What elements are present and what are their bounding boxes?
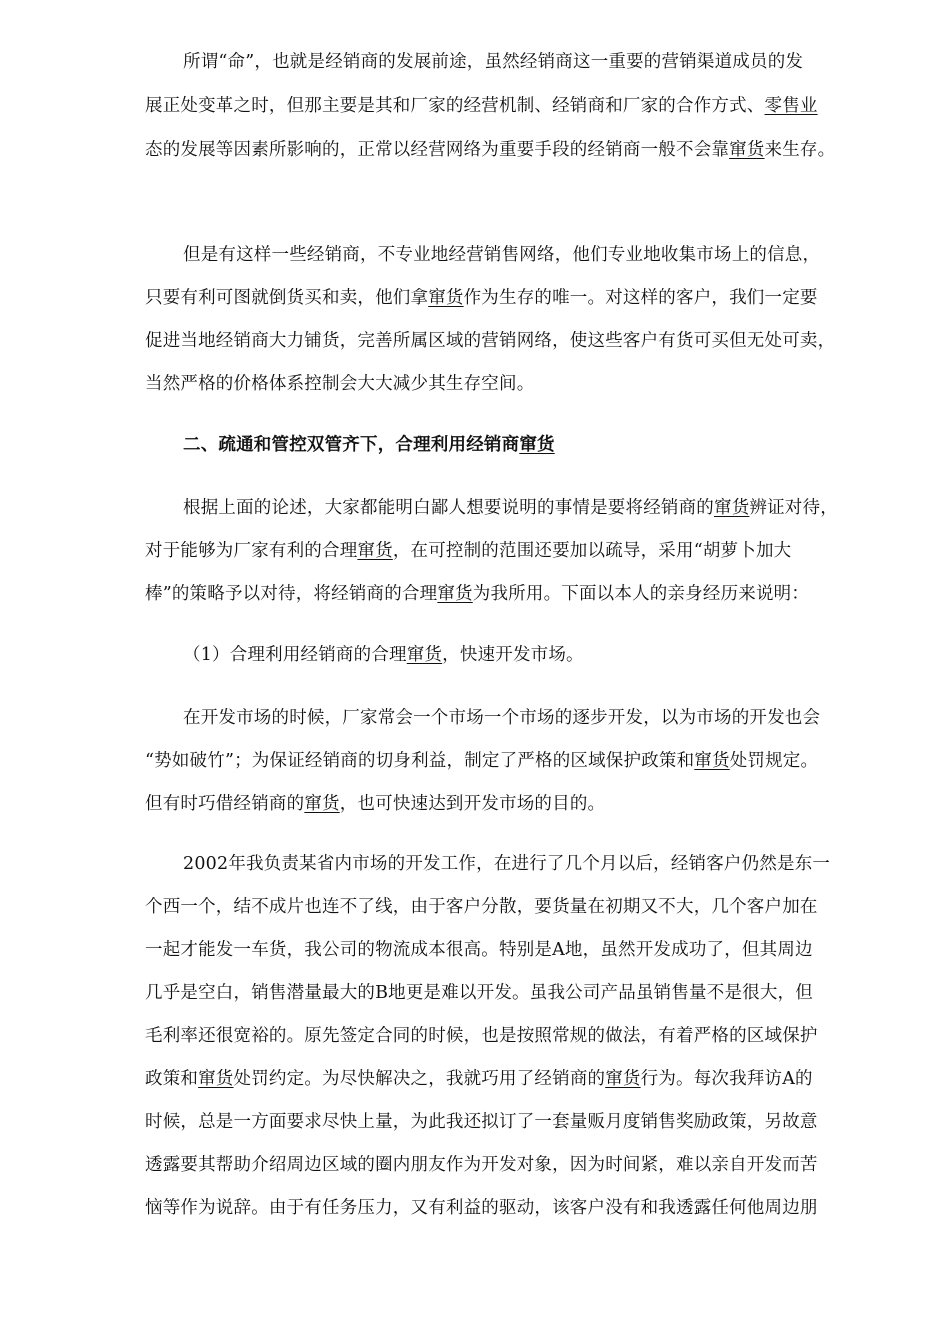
heading-text: 二、疏通和管控双管齐下，合理利用经销商 — [183, 435, 520, 455]
paragraph-line — [183, 701, 883, 735]
text-run: 态的发展等因素所影响的，正常以经营网络为重要手段的经销商一般不会靠 — [145, 140, 730, 160]
text-run: 时候，总是一方面要求尽快上量，为此我还拟订了一套量贩月度销售奖励政策，另故意 — [145, 1112, 818, 1132]
text-run: 只要有利可图就倒货买和卖，他们拿 — [145, 288, 429, 308]
text-run: 恼等作为说辞。由于有任务压力，又有利益的驱动，该客户没有和我透露任何他周边朋 — [145, 1198, 818, 1218]
paragraph-line — [145, 133, 885, 167]
text-run: （1）合理利用经销商的合理 — [183, 645, 407, 665]
hyperlink-term[interactable]: 窜货 — [714, 498, 750, 518]
text-run: “势如破竹”；为保证经销商的切身利益，制定了严格的区域保护政策和 — [145, 751, 695, 771]
text-run: 在开发市场的时候，厂家常会一个市场一个市场的逐步开发，以为市场的开发也会 — [183, 708, 821, 728]
paragraph-line — [183, 45, 883, 79]
text-run: 个西一个，结不成片也连不了线，由于客户分散，要货量在初期又不大，几个客户加在 — [145, 897, 818, 917]
paragraph-line — [183, 238, 883, 272]
text-run: 辨证对待， — [749, 498, 838, 518]
paragraph-line — [183, 491, 883, 525]
paragraph-line — [145, 744, 885, 778]
text-run: 展正处变革之时，但那主要是其和厂家的经营机制、经销商和厂家的合作方式、 — [145, 96, 765, 116]
paragraph-line — [145, 577, 885, 611]
section-heading — [183, 428, 883, 462]
text-run: 一起才能发一车货，我公司的物流成本很高。特别是A地，虽然开发成功了，但其周边 — [145, 940, 813, 960]
text-run: 对于能够为厂家有利的合理 — [145, 541, 358, 561]
paragraph-line — [145, 890, 885, 924]
text-run: 处罚规定。 — [729, 751, 819, 771]
paragraph-line — [145, 787, 885, 821]
text-run: 促进当地经销商大力铺货，完善所属区域的营销网络，使这些客户有货可买但无处可卖， — [145, 331, 836, 351]
text-run: 处罚约定。为尽快解决之，我就巧用了经销商的 — [233, 1069, 606, 1089]
hyperlink-term[interactable]: 窜货 — [694, 751, 730, 771]
hyperlink-term[interactable]: 窜货 — [519, 435, 555, 455]
text-run: ，也可快速达到开发市场的目的。 — [339, 794, 606, 814]
text-run: ，在可控制的范围还要加以疏导，采用“胡萝卜加大 — [392, 541, 792, 561]
hyperlink-term[interactable]: 窜货 — [357, 541, 393, 561]
hyperlink-term[interactable]: 窜货 — [729, 140, 765, 160]
hyperlink-term[interactable]: 窜货 — [406, 645, 443, 665]
text-run: ，快速开发市场。 — [442, 645, 584, 665]
hyperlink-term[interactable]: 窜货 — [605, 1069, 641, 1089]
paragraph-line — [145, 1019, 885, 1053]
text-run: 行为。每次我拜访A的 — [640, 1069, 813, 1089]
hyperlink-term[interactable]: 窜货 — [428, 288, 464, 308]
subheading-line — [183, 638, 883, 672]
paragraph-line — [145, 89, 885, 123]
hyperlink-term[interactable]: 零售业 — [764, 96, 818, 116]
text-run: 所谓“命”，也就是经销商的发展前途，虽然经销商这一重要的营销渠道成员的发 — [183, 52, 804, 72]
text-run: 但是有这样一些经销商，不专业地经营销售网络，他们专业地收集市场上的信息， — [183, 245, 821, 265]
paragraph-line — [145, 976, 885, 1010]
text-run: 为我所用。下面以本人的亲身经历来说明： — [472, 584, 810, 604]
text-run: 棒”的策略予以对待，将经销商的合理 — [145, 584, 438, 604]
text-run: 当然严格的价格体系控制会大大减少其生存空间。 — [145, 374, 535, 394]
text-run: 根据上面的论述，大家都能明白鄙人想要说明的事情是要将经销商的 — [183, 498, 714, 518]
text-run: 作为生存的唯一。对这样的客户，我们一定要 — [463, 288, 818, 308]
hyperlink-term[interactable]: 窜货 — [198, 1069, 234, 1089]
hyperlink-term[interactable]: 窜货 — [437, 584, 473, 604]
text-run: 政策和 — [145, 1069, 199, 1089]
paragraph-line — [145, 933, 885, 967]
paragraph-line — [183, 847, 883, 881]
paragraph-line — [145, 367, 885, 401]
paragraph-line — [145, 534, 885, 568]
paragraph-line — [145, 1148, 885, 1182]
text-run: 几乎是空白，销售潜量最大的B地更是难以开发。虽我公司产品虽销售量不是很大，但 — [145, 983, 813, 1003]
text-run: 透露要其帮助介绍周边区域的圈内朋友作为开发对象，因为时间紧，难以亲自开发而苦 — [145, 1155, 818, 1175]
text-run: 来生存。 — [764, 140, 836, 160]
hyperlink-term[interactable]: 窜货 — [304, 794, 340, 814]
paragraph-line — [145, 1105, 885, 1139]
paragraph-line — [145, 324, 885, 358]
text-run: 2002年我负责某省内市场的开发工作，在进行了几个月以后，经销客户仍然是东一 — [183, 854, 831, 874]
text-run: 但有时巧借经销商的 — [145, 794, 305, 814]
paragraph-line — [145, 1191, 885, 1225]
paragraph-line — [145, 281, 885, 315]
paragraph-line — [145, 1062, 885, 1096]
text-run: 毛利率还很宽裕的。原先签定合同的时候，也是按照常规的做法，有着严格的区域保护 — [145, 1026, 818, 1046]
